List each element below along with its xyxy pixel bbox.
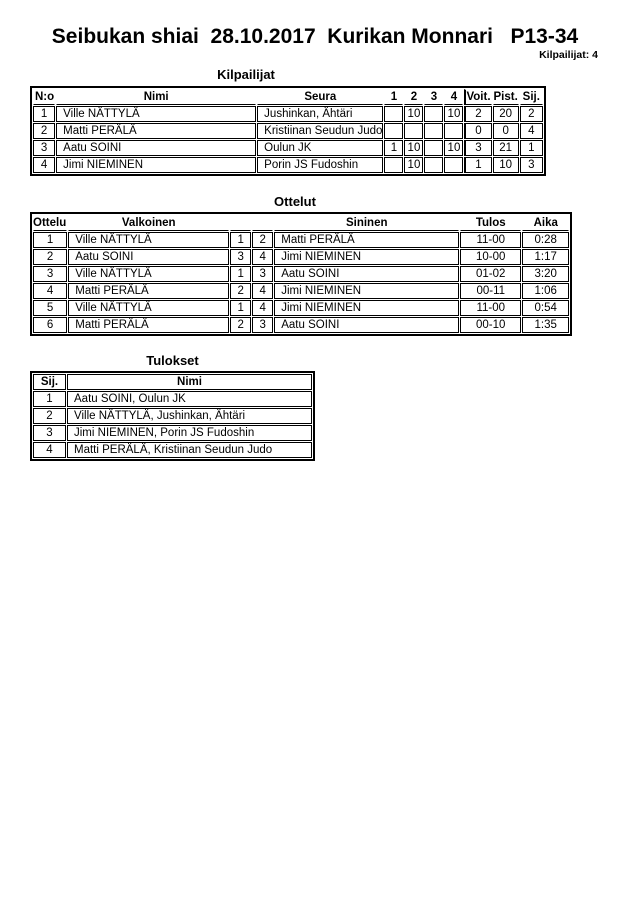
match-time: 3:20 <box>522 266 569 282</box>
place-cell: 3 <box>520 157 543 173</box>
result-place: 4 <box>33 442 66 458</box>
table-row <box>33 140 543 156</box>
blue-number: 4 <box>252 249 273 265</box>
result-place: 2 <box>33 408 66 424</box>
col-header-number: N:o <box>33 89 55 105</box>
match-time: 1:06 <box>522 283 569 299</box>
result-name: Matti PERÄLÄ, Kristiinan Seudun Judo <box>67 442 312 458</box>
place-cell: 4 <box>520 123 543 139</box>
result-name: Jimi NIEMINEN, Porin JS Fudoshin <box>67 425 312 441</box>
col-header-match-number: Ottelu <box>33 215 67 231</box>
match-number: 1 <box>33 232 67 248</box>
table-row <box>33 317 569 333</box>
white-number: 2 <box>230 317 251 333</box>
table-header-row <box>33 374 312 390</box>
table-row <box>33 157 543 173</box>
col-header-result: Tulos <box>460 215 521 231</box>
result-place: 1 <box>33 391 66 407</box>
col-header-place: Sij. <box>33 374 66 390</box>
col-header-white: Valkoinen <box>68 215 229 231</box>
table-row <box>33 425 312 441</box>
white-name: Ville NÄTTYLÄ <box>68 266 229 282</box>
competitor-count: Kilpailijat: 4 <box>539 49 598 61</box>
match-time: 0:54 <box>522 300 569 316</box>
score-cell <box>424 157 443 173</box>
competitor-number: 3 <box>33 140 55 156</box>
white-number: 3 <box>230 249 251 265</box>
blue-name: Jimi NIEMINEN <box>274 300 459 316</box>
competitor-number: 2 <box>33 123 55 139</box>
score-cell <box>424 123 443 139</box>
blue-name: Jimi NIEMINEN <box>274 249 459 265</box>
score-cell: 1 <box>384 140 403 156</box>
competitor-club: Porin JS Fudoshin <box>257 157 383 173</box>
competitor-number: 4 <box>33 157 55 173</box>
score-cell <box>444 157 463 173</box>
match-number: 2 <box>33 249 67 265</box>
competitor-club: Oulun JK <box>257 140 383 156</box>
blue-number: 3 <box>252 266 273 282</box>
points-cell: 21 <box>493 140 519 156</box>
score-cell <box>424 140 443 156</box>
match-number: 3 <box>33 266 67 282</box>
result-name: Ville NÄTTYLÄ, Jushinkan, Ähtäri <box>67 408 312 424</box>
blue-name: Aatu SOINI <box>274 317 459 333</box>
competitor-name: Matti PERÄLÄ <box>56 123 256 139</box>
wins-cell: 2 <box>464 106 491 122</box>
col-header-points: Pist. <box>493 89 519 105</box>
match-time: 1:17 <box>522 249 569 265</box>
table-row <box>33 442 312 458</box>
col-header-name: Nimi <box>67 374 312 390</box>
match-result: 11-00 <box>460 300 521 316</box>
table-row <box>33 249 569 265</box>
points-cell: 20 <box>493 106 519 122</box>
table-row <box>33 408 312 424</box>
result-name: Aatu SOINI, Oulun JK <box>67 391 312 407</box>
section-heading-results: Tulokset <box>146 353 199 368</box>
blue-name: Jimi NIEMINEN <box>274 283 459 299</box>
match-result: 10-00 <box>460 249 521 265</box>
match-time: 1:35 <box>522 317 569 333</box>
score-cell <box>384 123 403 139</box>
white-name: Matti PERÄLÄ <box>68 317 229 333</box>
white-number: 2 <box>230 283 251 299</box>
col-header-place: Sij. <box>520 89 543 105</box>
score-cell <box>384 157 403 173</box>
matches-table <box>30 212 572 336</box>
blue-number: 4 <box>252 300 273 316</box>
results-page <box>0 25 630 461</box>
place-cell: 1 <box>520 140 543 156</box>
section-heading-matches: Ottelut <box>274 194 316 209</box>
score-cell: 10 <box>404 106 423 122</box>
match-result: 00-10 <box>460 317 521 333</box>
col-header-score3: 3 <box>424 89 443 105</box>
white-number: 1 <box>230 266 251 282</box>
score-cell: 10 <box>444 106 463 122</box>
table-row <box>33 106 543 122</box>
score-cell: 10 <box>404 157 423 173</box>
white-name: Aatu SOINI <box>68 249 229 265</box>
score-cell <box>424 106 443 122</box>
table-header-row <box>33 215 569 231</box>
competitors-table <box>30 86 546 176</box>
competitor-club: Kristiinan Seudun Judo <box>257 123 383 139</box>
white-name: Matti PERÄLÄ <box>68 283 229 299</box>
table-header-row <box>33 89 543 105</box>
wins-cell: 3 <box>464 140 491 156</box>
col-header-name: Nimi <box>56 89 256 105</box>
col-header-score1: 1 <box>384 89 403 105</box>
score-cell: 10 <box>444 140 463 156</box>
col-header-wins: Voit. <box>464 89 491 105</box>
section-heading-competitors: Kilpailijat <box>217 67 275 82</box>
wins-cell: 0 <box>464 123 491 139</box>
table-row <box>33 266 569 282</box>
points-cell: 10 <box>493 157 519 173</box>
col-header-score2: 2 <box>404 89 423 105</box>
table-row <box>33 300 569 316</box>
score-cell <box>444 123 463 139</box>
match-number: 6 <box>33 317 67 333</box>
match-number: 5 <box>33 300 67 316</box>
col-header-time: Aika <box>522 215 569 231</box>
blue-number: 2 <box>252 232 273 248</box>
table-row <box>33 391 312 407</box>
points-cell: 0 <box>493 123 519 139</box>
blue-number: 4 <box>252 283 273 299</box>
score-cell: 10 <box>404 140 423 156</box>
match-result: 11-00 <box>460 232 521 248</box>
results-table <box>30 371 315 461</box>
blue-name: Matti PERÄLÄ <box>274 232 459 248</box>
white-number: 1 <box>230 300 251 316</box>
col-header-white-number <box>230 215 251 231</box>
competitor-number: 1 <box>33 106 55 122</box>
match-number: 4 <box>33 283 67 299</box>
score-cell <box>404 123 423 139</box>
place-cell: 2 <box>520 106 543 122</box>
wins-cell: 1 <box>464 157 491 173</box>
competitor-name: Ville NÄTTYLÄ <box>56 106 256 122</box>
white-name: Ville NÄTTYLÄ <box>68 300 229 316</box>
col-header-club: Seura <box>257 89 383 105</box>
competitor-name: Jimi NIEMINEN <box>56 157 256 173</box>
blue-number: 3 <box>252 317 273 333</box>
table-row <box>33 232 569 248</box>
match-time: 0:28 <box>522 232 569 248</box>
competitor-club: Jushinkan, Ähtäri <box>257 106 383 122</box>
competitor-name: Aatu SOINI <box>56 140 256 156</box>
result-place: 3 <box>33 425 66 441</box>
score-cell <box>384 106 403 122</box>
match-result: 01-02 <box>460 266 521 282</box>
blue-name: Aatu SOINI <box>274 266 459 282</box>
col-header-blue-number <box>252 215 273 231</box>
page-title: Seibukan shiai 28.10.2017 Kurikan Monnari P13-34 <box>51 25 579 48</box>
table-row <box>33 123 543 139</box>
col-header-blue: Sininen <box>274 215 459 231</box>
table-row <box>33 283 569 299</box>
match-result: 00-11 <box>460 283 521 299</box>
col-header-score4: 4 <box>444 89 463 105</box>
white-name: Ville NÄTTYLÄ <box>68 232 229 248</box>
white-number: 1 <box>230 232 251 248</box>
